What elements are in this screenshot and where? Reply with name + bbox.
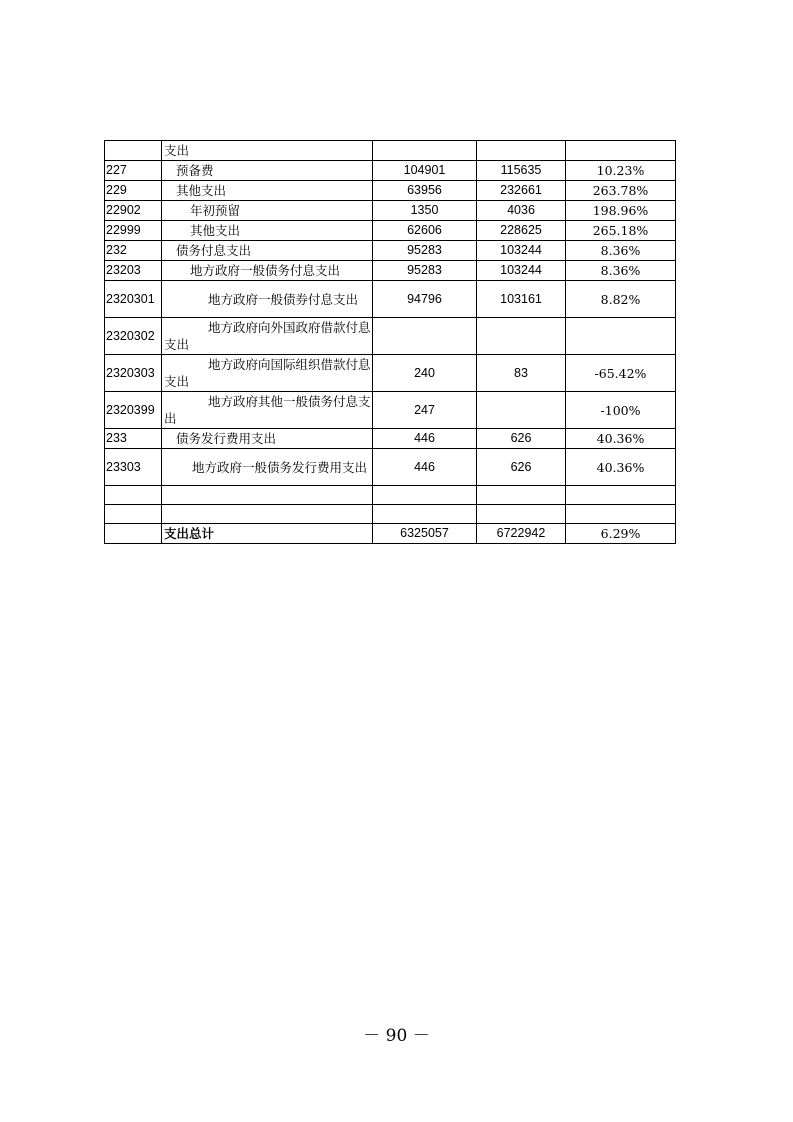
row-code: 22902	[105, 201, 162, 221]
row-name: 债务付息支出	[162, 241, 373, 261]
row-value-2020	[477, 392, 566, 429]
row-value-2019	[373, 141, 477, 161]
table-row	[105, 221, 676, 241]
row-name: 地方政府向国际组织借款付息支出	[162, 355, 373, 392]
row-change: 198.96%	[566, 201, 676, 221]
table-row	[105, 486, 676, 505]
row-value-2020	[477, 486, 566, 505]
table-row	[105, 241, 676, 261]
row-name	[162, 486, 373, 505]
row-value-2020: 228625	[477, 221, 566, 241]
row-change: 8.36%	[566, 241, 676, 261]
row-code: 2320303	[105, 355, 162, 392]
table-row	[105, 318, 676, 355]
row-value-2020: 4036	[477, 201, 566, 221]
row-value-2020: 103244	[477, 261, 566, 281]
row-name: 地方政府其他一般债务付息支出	[162, 392, 373, 429]
row-code: 233	[105, 429, 162, 449]
total-value-2020: 6722942	[477, 524, 566, 544]
row-code: 2320301	[105, 281, 162, 318]
row-code: 227	[105, 161, 162, 181]
row-value-2019: 95283	[373, 241, 477, 261]
row-value-2019: 104901	[373, 161, 477, 181]
total-value-2019: 6325057	[373, 524, 477, 544]
table-row	[105, 392, 676, 429]
row-value-2019: 446	[373, 429, 477, 449]
row-value-2019	[373, 318, 477, 355]
row-value-2020: 626	[477, 449, 566, 486]
row-name: 地方政府一般债务发行费用支出	[162, 449, 373, 486]
row-value-2019: 94796	[373, 281, 477, 318]
row-code	[105, 524, 162, 544]
table-row	[105, 141, 676, 161]
row-name: 地方政府一般债务付息支出	[162, 261, 373, 281]
row-change	[566, 318, 676, 355]
row-code: 23303	[105, 449, 162, 486]
row-value-2019	[373, 505, 477, 524]
row-change	[566, 505, 676, 524]
row-change	[566, 141, 676, 161]
row-name: 其他支出	[162, 181, 373, 201]
row-name: 预备费	[162, 161, 373, 181]
page-number: － 90 －	[363, 1026, 430, 1046]
row-value-2020: 115635	[477, 161, 566, 181]
row-name: 年初预留	[162, 201, 373, 221]
table-row	[105, 355, 676, 392]
row-value-2020	[477, 505, 566, 524]
row-value-2019	[373, 486, 477, 505]
row-value-2019: 1350	[373, 201, 477, 221]
row-value-2020	[477, 141, 566, 161]
row-name: 地方政府向外国政府借款付息支出	[162, 318, 373, 355]
table-row	[105, 429, 676, 449]
row-code: 2320399	[105, 392, 162, 429]
table-row	[105, 505, 676, 524]
row-value-2019: 247	[373, 392, 477, 429]
row-code: 2320302	[105, 318, 162, 355]
row-change	[566, 486, 676, 505]
row-name: 地方政府一般债券付息支出	[162, 281, 373, 318]
row-name: 支出	[162, 141, 373, 161]
row-change: 8.36%	[566, 261, 676, 281]
row-name: 债务发行费用支出	[162, 429, 373, 449]
table-row	[105, 261, 676, 281]
total-label: 支出总计	[162, 524, 373, 544]
row-value-2020: 83	[477, 355, 566, 392]
row-code	[105, 505, 162, 524]
row-value-2019: 446	[373, 449, 477, 486]
row-change: 263.78%	[566, 181, 676, 201]
table-row	[105, 449, 676, 486]
total-change: 6.29%	[566, 524, 676, 544]
expenditure-table	[104, 140, 676, 544]
row-change: -100%	[566, 392, 676, 429]
row-code: 232	[105, 241, 162, 261]
table-row	[105, 281, 676, 318]
row-change: -65.42%	[566, 355, 676, 392]
row-code: 23203	[105, 261, 162, 281]
row-value-2020: 626	[477, 429, 566, 449]
table-row	[105, 161, 676, 181]
row-change: 40.36%	[566, 429, 676, 449]
table-row	[105, 181, 676, 201]
row-value-2020: 103244	[477, 241, 566, 261]
row-code: 22999	[105, 221, 162, 241]
row-value-2019: 63956	[373, 181, 477, 201]
row-value-2019: 95283	[373, 261, 477, 281]
row-change: 265.18%	[566, 221, 676, 241]
row-value-2020: 103161	[477, 281, 566, 318]
row-change: 8.82%	[566, 281, 676, 318]
row-code: 229	[105, 181, 162, 201]
row-value-2019: 240	[373, 355, 477, 392]
row-value-2019: 62606	[373, 221, 477, 241]
row-value-2020	[477, 318, 566, 355]
table-row	[105, 201, 676, 221]
row-value-2020: 232661	[477, 181, 566, 201]
row-name: 其他支出	[162, 221, 373, 241]
row-change: 10.23%	[566, 161, 676, 181]
row-code	[105, 486, 162, 505]
row-change: 40.36%	[566, 449, 676, 486]
total-row	[105, 524, 676, 544]
row-name	[162, 505, 373, 524]
row-code	[105, 141, 162, 161]
